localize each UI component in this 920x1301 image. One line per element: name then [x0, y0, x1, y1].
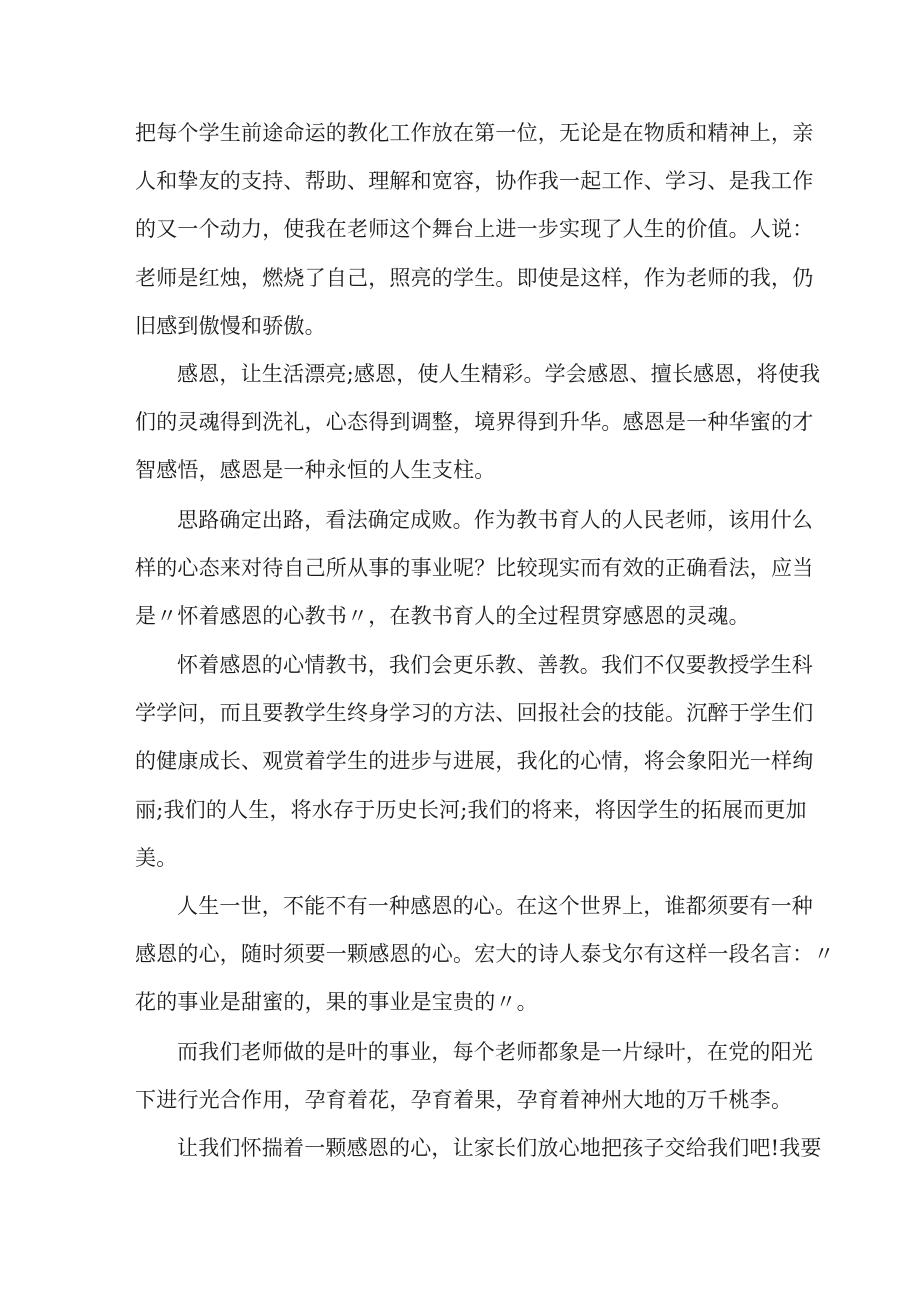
text-line: 学学问，而且要教学生终身学习的方法、回报社会的技能。沉醉于学生们	[135, 701, 814, 725]
text-line: 样的心态来对待自己所从事的事业呢？比较现实而有效的正确看法，应当	[135, 556, 814, 580]
text-line: 下进行光合作用，孕育着花，孕育着果，孕育着神州大地的万千桃李。	[135, 1088, 793, 1112]
text-line: 老师是红烛，燃烧了自己，照亮的学生。即使是这样，作为老师的我，仍	[135, 266, 814, 290]
text-line: 人生一世，不能不有一种感恩的心。在这个世界上，谁都须要有一种	[177, 894, 813, 918]
text-line: 感恩的心，随时须要一颗感恩的心。宏大的诗人泰戈尔有这样一段名言：〃	[135, 942, 835, 966]
text-line: 怀着感恩的心情教书，我们会更乐教、善教。我们不仅要教授学生科	[177, 653, 813, 677]
text-line: 丽;我们的人生，将水存于历史长河;我们的将来，将因学生的拓展而更加	[135, 798, 807, 822]
text-line: 智感悟，感恩是一种永恒的人生支柱。	[135, 458, 496, 482]
text-line: 感恩，让生活漂亮;感恩，使人生精彩。学会感恩、擅长感恩，将使我	[177, 362, 821, 386]
text-line: 而我们老师做的是叶的事业，每个老师都象是一片绿叶，在党的阳光	[177, 1040, 813, 1064]
text-line: 们的灵魂得到洗礼，心态得到调整，境界得到升华。感恩是一种华蜜的才	[135, 410, 814, 434]
text-line: 思路确定出路，看法确定成败。作为教书育人的人民老师，该用什么	[177, 508, 813, 532]
text-line: 旧感到傲慢和骄傲。	[135, 314, 326, 338]
text-line: 人和挚友的支持、帮助、理解和宽容，协作我一起工作、学习、是我工作	[135, 169, 814, 193]
text-line: 让我们怀揣着一颗感恩的心，让家长们放心地把孩子交给我们吧!我要	[177, 1136, 822, 1160]
text-line: 是〃怀着感恩的心教书〃，在教书育人的全过程贯穿感恩的灵魂。	[135, 604, 750, 628]
text-line: 的又一个动力，使我在老师这个舞台上进一步实现了人生的价值。人说：	[135, 217, 814, 241]
text-line: 把每个学生前途命运的教化工作放在第一位，无论是在物质和精神上，亲	[135, 121, 814, 145]
text-line: 花的事业是甜蜜的，果的事业是宝贵的〃。	[135, 990, 538, 1014]
text-line: 美。	[135, 846, 178, 870]
text-line: 的健康成长、观赏着学生的进步与进展，我化的心情，将会象阳光一样绚	[135, 749, 814, 773]
